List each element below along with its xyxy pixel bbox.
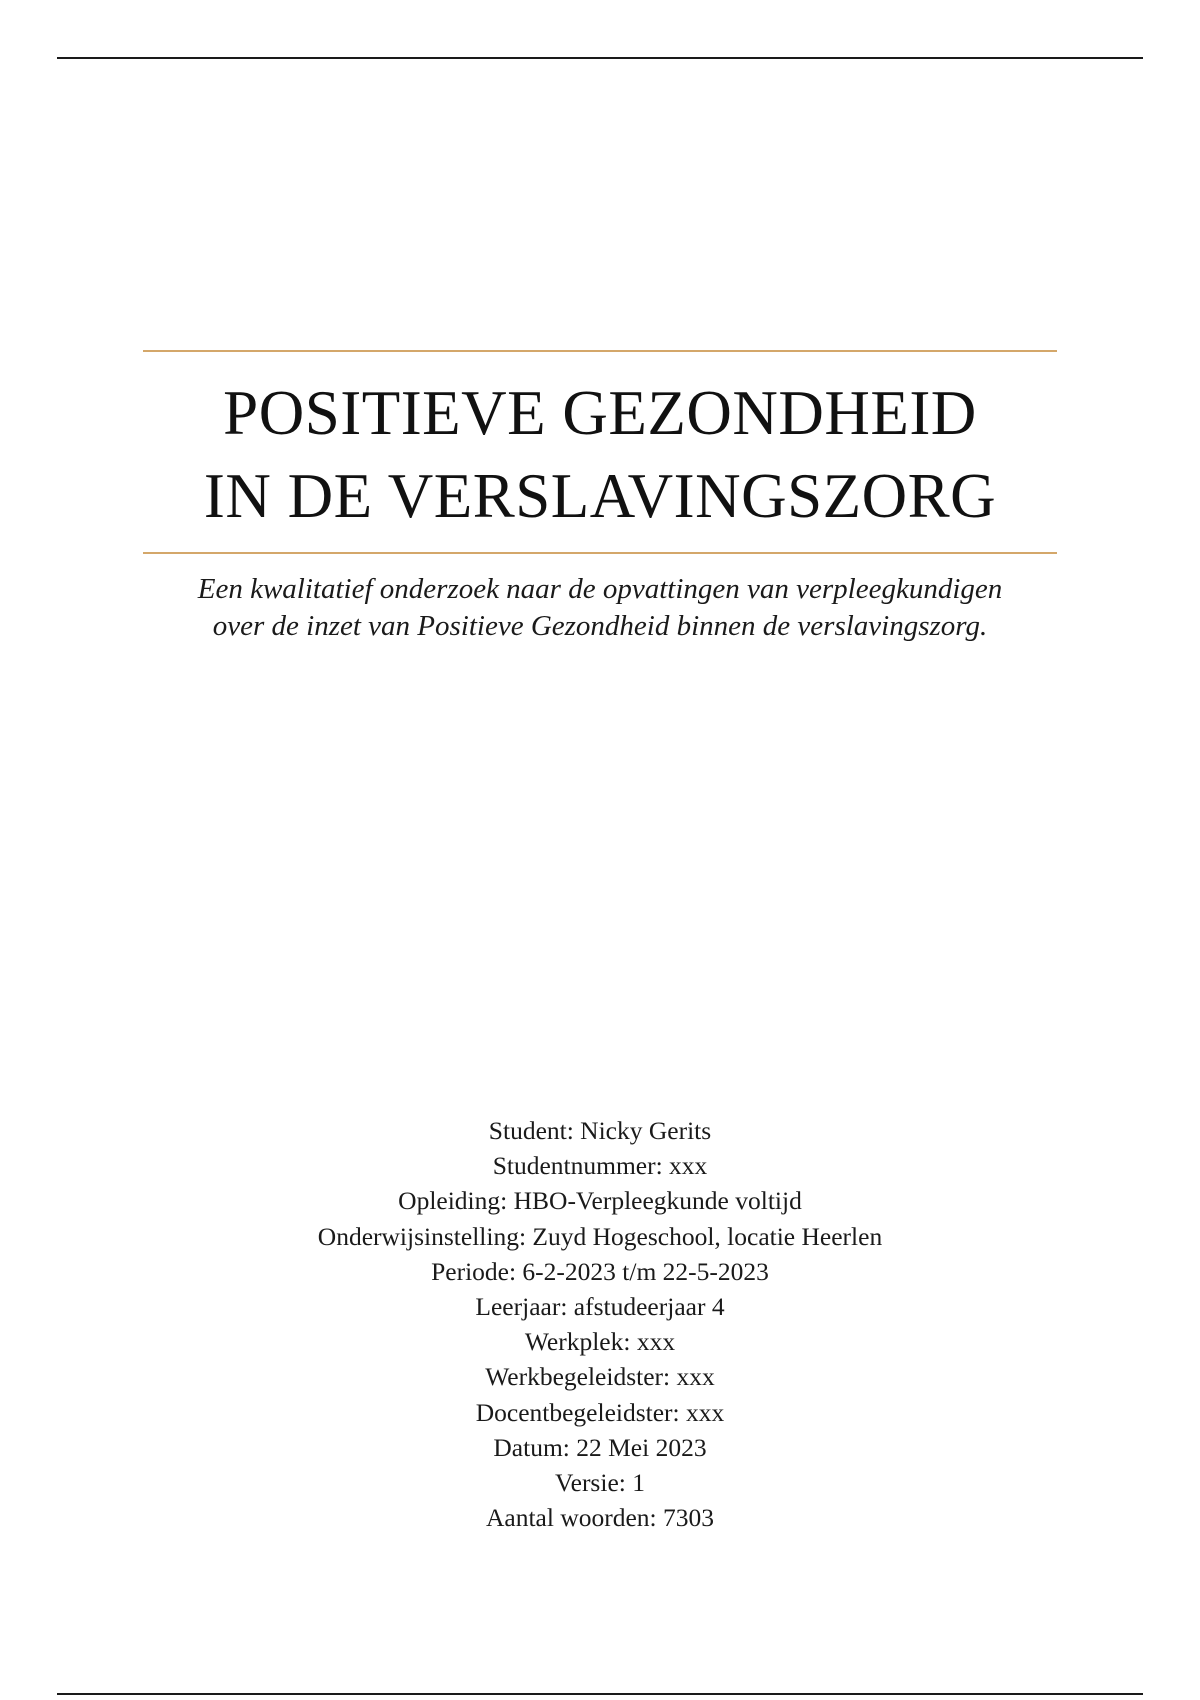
detail-student: Student: Nicky Gerits — [488, 1116, 712, 1145]
detail-werkbegeleidster: Werkbegeleidster: xxx — [485, 1362, 715, 1392]
detail-opleiding: Opleiding: HBO-Verpleegkunde voltijd — [398, 1186, 802, 1216]
detail-leerjaar: Leerjaar: afstudeerjaar 4 — [475, 1292, 725, 1322]
detail-docentbegeleidster: Docentbegeleidster: xxx — [475, 1397, 725, 1427]
detail-datum: Datum: 22 Mei 2023 — [493, 1432, 707, 1462]
detail-periode: Periode: 6-2-2023 t/m 22-5-2023 — [431, 1256, 769, 1286]
detail-onderwijsinstelling: Onderwijsinstelling: Zuyd Hogeschool, locatie Heerlen — [317, 1221, 883, 1251]
document-title — [143, 352, 1057, 552]
detail-versie: Versie: 1 — [555, 1468, 645, 1498]
document-title-line-1: POSITIEVE GEZONDHEID — [223, 378, 977, 448]
document-title-line-2: IN DE VERSLAVINGSZORG — [203, 461, 997, 531]
page-bottom-rule — [57, 1693, 1143, 1695]
document-subtitle-line-1: Een kwalitatief onderzoek naar de opvattingen van verpleegkundigen — [197, 573, 1003, 605]
detail-werkplek: Werkplek: xxx — [524, 1327, 676, 1357]
title-block — [143, 350, 1057, 554]
detail-aantal-woorden: Aantal woorden: 7303 — [485, 1503, 715, 1533]
document-subtitle — [100, 571, 1100, 645]
title-bottom-rule — [143, 552, 1057, 554]
detail-studentnummer: Studentnummer: xxx — [492, 1151, 708, 1181]
page-top-rule — [57, 57, 1143, 59]
document-subtitle-line-2: over de inzet van Positieve Gezondheid binnen de verslavingszorg. — [212, 610, 988, 642]
student-details — [150, 1113, 1050, 1535]
